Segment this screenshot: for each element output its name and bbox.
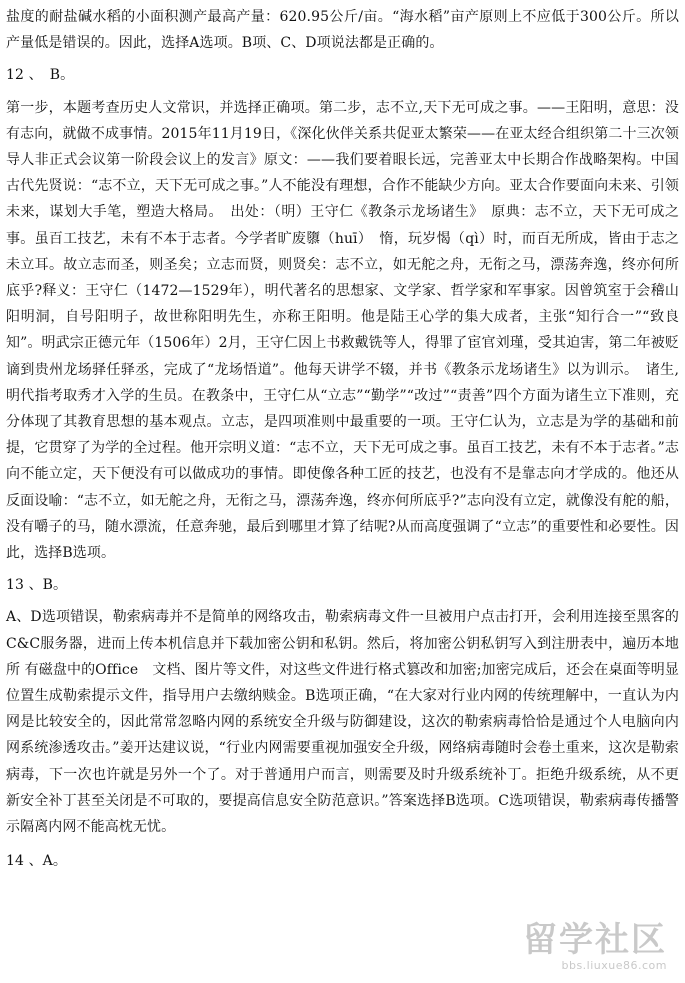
watermark-title: 留学社区 (523, 920, 667, 960)
document-page (6, 4, 679, 875)
watermark-url: bbs.liuxue86.com (561, 959, 667, 972)
question-13-answer: 13 、B。 (6, 577, 68, 594)
question-14-answer: 14 、A。 (6, 853, 67, 870)
site-watermark-logo (523, 921, 667, 973)
question-12-answer: 12 、 B。 (6, 67, 75, 84)
question-12-explanation: 第一步，本题考查历史人文常识，并选择正确项。第二步，志不立,天下无可成之事。——王阳明，意思：没有志向，就做不成事情。2015年11月19日，《深化伙伴关系共促亚太繁荣——在亚太经合组织第二十三次领导人非正式会议第一阶段会议上的发言》原文：——我们要着眼长远，完善亚太中长期合作战略架构。中国古代先贤说：“志不立，天下无可成之事。”人不能没有理想，合作不能缺少方向。亚太合作要面向未来、引领未来，谋划大手笔，塑造大格局。 出处：（明）王守仁《教条示龙场诸生》 原典：志不立，天下无可成之事。虽百工技艺，未有不本于志者。今学者旷废隳（huī） 惰，玩岁愒（qì）时，而百无所成，皆由于志之未立耳。故立志而圣，则圣矣；立志而贤，则贤矣：志不立，如无舵之舟，无衔之马，漂荡奔逸，终亦何所底乎?释义：王守仁（1472—1529年），明代著名的思想家、文学家、哲学家和军事家。因曾筑室于会稽山阳明洞，自号阳明子，故世称阳明先生，亦称王阳明。他是陆王心学的集大成者，主张“知行合一”“致良知”。明武宗正德元年（1506年）2月，王守仁因上书救戴铣等人，得罪了宦官刘瑾，受其迫害，第二年被贬谪到贵州龙场驿任驿丞，完成了“龙场悟道”。他每天讲学不辍，并书《教条示龙场诸生》以为训示。 诸生,明代指考取秀才入学的生员。在教条中，王守仁从“立志”“勤学”“改过”“责善”四个方面为诸生立下准则，充分体现了其教育思想的基本观点。立志，是四项准则中最重要的一项。王守仁认为，立志是为学的基础和前提，它贯穿了为学的全过程。他开宗明义道：“志不立，天下无可成之事。虽百工技艺，未有不本于志者。”志向不能立定，天下便没有可以做成功的事情。即使像各种工匠的技艺，也没有不是靠志向才学成的。他还从反面设喻：“志不立，如无舵之舟，无衔之马，漂荡奔逸，终亦何所底乎?”志向没有立定，就像没有舵的船，没有嚼子的马，随水漂流，任意奔驰，最后到哪里才算了结呢?从而高度强调了“立志”的重要性和必要性。因此，选择B选项。 (6, 99, 679, 562)
question-13-explanation: A、D选项错误，勒索病毒并不是简单的网络攻击，勒索病毒文件一旦被用户点击打开，会利用连接至黑客的C&C服务器，进而上传本机信息并下载加密公钥和私钥。然后，将加密公钥私钥写入到注册表中，遍历本地所 有磁盘中的Office 文档、图片等文件，对这些文件进行格式篡改和加密;加密完成后，还会在桌面等明显位置生成勒索提示文件，指导用户去缴纳赎金。B选项正确，“在大家对行业内网的传统理解中，一直认为内网是比较安全的，因此常常忽略内网的系统安全升级与防御建设，这次的勒索病毒恰恰是通过个人电脑向内网系统渗透攻击。”姜开达建议说，“行业内网需要重视加强安全升级，网络病毒随时会卷土重来，这次是勒索病毒，下一次也许就是另外一个了。对于普通用户而言，则需要及时升级系统补丁。拒绝升级系统，从不更新安全补丁甚至关闭是不可取的，要提高信息安全防范意识。”答案选择B选项。C选项错误，勒索病毒传播警示隔离内网不能高枕无忧。 (6, 609, 679, 836)
paragraph-intro: 盐度的耐盐碱水稻的小面积测产最高产量：620.95公斤/亩。“海水稻”亩产原则上不应低于300公斤。所以产量低是错误的。因此，选择A选项。B项、C、D项说法都是正确的。 (6, 9, 679, 52)
